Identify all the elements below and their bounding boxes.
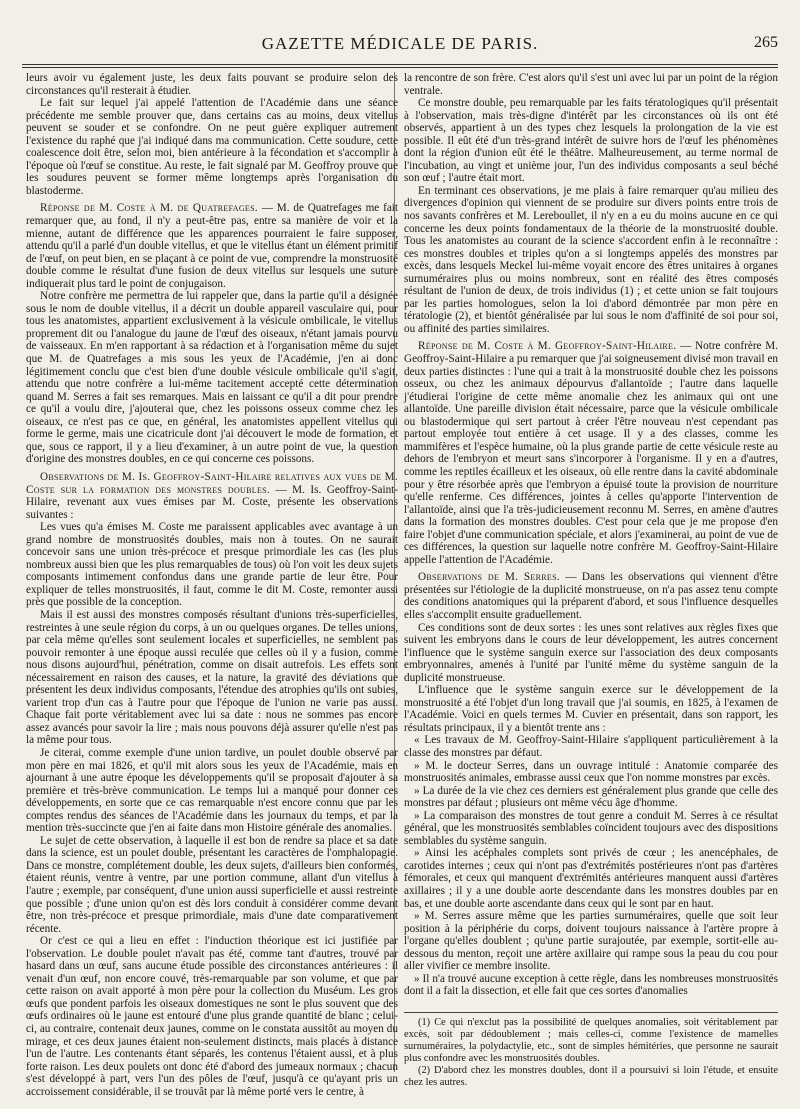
footnote: (2) D'abord chez les monstres doubles, dont il a poursuivi si loin l'étude, et ensuite chez les autres. bbox=[404, 1065, 778, 1088]
section-text: — M. Is. Geoffroy-Saint-Hilaire, revenant aux vues émises par M. Coste, présente les observations suivantes : bbox=[26, 483, 398, 521]
paragraph: Les vues qu'a émises M. Coste me paraissent applicables avec avantage à un grand nombre de monstruosités doubles, mais non à toutes. On ne saurait concevoir sans une union très-précoce et presque primordiale les cas (les plus nombreux aussi bien que les plus remarquables de tous) où l'on voit les deux sujets composants intimement confondus dans une grande partie de leur être. Pour expliquer de telles monstruosités, il faut, comme le dit M. Coste, remonter aussi près que possible de la conception. bbox=[26, 521, 398, 609]
header-rule bbox=[22, 64, 778, 68]
paragraph: L'influence que le système sanguin exerce sur le développement de la monstruosité a été l'objet d'un long travail que j'ai soumis, en 1825, à l'examen de l'Académie. Voici en quels termes M. Cuvier en présentait, dans son rapport, les résultats principaux, il y a bientôt trente ans : bbox=[404, 684, 778, 734]
paragraph: En terminant ces observations, je me plais à faire remarquer qu'au milieu des divergences d'opinion qui viennent de se produire sur divers points entre trois de nos savants confrères et M. Lereboullet, il n'y en a eu du moins aucune en ce qui concerne les deux points fondamentaux de la théorie de la monstruosité double. Tous les anatomistes au courant de la science s'accordent enfin à le reconnaître : ces monstres doubles et triples qu'on a si longtemps appelés des monstres par excès, dans lesquels Meckel lui-même voyait encore des êtres unitaires à organes surnuméraires plus ou moins nombreux, sont en réalité des êtres composés résultant de l'union de deux, de trois individus (1) ; et cette union se fait toujours par les parties homologues, selon la loi d'abord démontrée par mon père en tératologie (2), et bientôt généralisée par lui sous le nom d'affinité de soi pour soi, ou affinité des parties similaires. bbox=[404, 184, 778, 335]
section-paragraph bbox=[404, 571, 778, 621]
quote-paragraph: » M. Serres assure même que les parties surnuméraires, quelle que soit leur position à la périphérie du corps, doivent toujours naissance à l'artère propre à l'organe qu'elles doublent ; qu'une partie surajoutée, par exemple, sortit-elle au-dessous du menton, reçoit une artère axillaire qui rampe sous la peau du cou pour aller vivifier ce membre insolite. bbox=[404, 910, 778, 973]
page-header bbox=[22, 34, 778, 58]
section-paragraph bbox=[26, 202, 398, 290]
paragraph: Notre confrère me permettra de lui rappeler que, dans la partie qu'il a désignée sous le nom de double vitellus, il a décrit un double appareil vasculaire qui, pour tous les anatomistes, appartient exclusivement à la vésicule ombilicale, le vitellus proprement dit ou l'analogue du jaune de l'œuf des oiseaux, n'étant jamais pourvu de vaisseaux. En m'en rapportant à sa rédaction et à l'organisation même du sujet que M. de Quatrefages a mis sous les yeux de l'Académie, j'en ai donc légitimement conclu que c'est bien d'une double vésicule ombilicale qu'il s'agit, attendu que notre confrère a lui-même tacitement accepté cette détermination quand M. Serres a fait ses remarques. Mais en laissant ce qu'il a dit pour prendre ce qu'il a voulu dire, j'ajouterai que, chez les poissons osseux comme chez les oiseaux, ce n'est pas ce que, en général, les anatomistes appellent vitellus qui forme le germe, mais une cicatricule dont j'ai découvert le mode de formation, et que, sous ce rapport, il y a lieu d'examiner, à un autre point de vue, la question d'origine des monstres doubles, en ce qui concerne ces poissons. bbox=[26, 290, 398, 466]
section-text: — Notre confrère M. Geoffroy-Saint-Hilaire a pu remarquer que j'ai soigneusement divisé mon travail en deux parties distinctes : l'une qui a trait à la monstruosité double chez les poissons osseux, ou chez les animaux dépourvus d'allantoïde ; l'autre dans laquelle j'étudierai l'origine de cette même anomalie chez les animaux qui ont une allantoïde. Une pareille division était nécessaire, parce que la vésicule ombilicale ou blastodermique qui sert partout à créer l'être nouveau n'est cependant pas partout employée tout entière à cet usage. Il y a des classes, comme les mammifères et l'espèce humaine, où la plus grande partie de cette vésicule reste au dehors de l'embryon et meurt sans s'incorporer à l'organisme. Il y en a d'autres, comme les reptiles écailleux et les oiseaux, où elle rentre dans la cavité abdominale pour y être résorbée après que l'embryon a épuisé toute la provision de nourriture qu'elle renferme. Ces différences, jointes à celles qu'apporte l'intervention de l'allantoïde, ainsi que l'a très-judicieusement reconnu M. Serres, en amène d'autres dans la formation des monstres doubles. C'est pour cela que je me propose d'en faire l'objet d'une communication spéciale, et alors j'examinerai, au point de vue de ces différences, la question sur laquelle notre confrère M. Geoffroy-Saint-Hilaire appelle l'attention de l'Académie. bbox=[404, 340, 778, 566]
paragraph: Ces conditions sont de deux sortes : les unes sont relatives aux règles fixes que suivent les embryons dans le cours de leur développement, les autres concernent l'influence que le système sanguin exerce sur l'association des deux composants embryonnaires, amenés à l'unité par l'unité même du système sanguin de la duplicité monstrueuse. bbox=[404, 621, 778, 684]
quote-paragraph: » Il n'a trouvé aucune exception à cette règle, dans les nombreuses monstruosités dont il a fait la dissection, et elle fait que ces sortes d'anomalies bbox=[404, 972, 778, 998]
section-paragraph bbox=[26, 471, 398, 521]
quote-paragraph: « Les travaux de M. Geoffroy-Saint-Hilaire s'appliquent particulièrement à la classe des monstres par défaut. bbox=[404, 734, 778, 759]
paragraph: Mais il est aussi des monstres composés résultant d'unions très-superficielles, restreintes à une seule région du corps, à un ou quelques organes. De telles unions, par cela même qu'elles sont seulement locales et superficielles, ne semblent pas pouvoir remonter à une époque aussi reculée que celles où il y a fusion, comme nous disons aujourd'hui, pénétration, comme on disait autrefois. Les effets sont nécessairement en raison des causes, et la nature, la gravité des déviations que présentent les deux individus composants, l'étendue des atrophies qu'ils ont subies, varient trop d'un cas à l'autre pour que l'époque de l'union ne varie pas aussi. Chaque fait porte véritablement avec lui sa date : nous ne sommes pas encore assez avancés pour savoir la lire ; mais nous pouvons déjà assurer qu'elle n'est pas la même pour tous. bbox=[26, 608, 398, 747]
footnotes bbox=[404, 1012, 778, 1089]
footnote: (1) Ce qui n'exclut pas la possibilité de quelques anomalies, soit véritablement par excès, soit par dédoublement ; mais celles-ci, comme l'existence de mamelles surnuméraires, la polydactylie, etc., sont de simples hémitéries, que personne ne saurait plus confondre avec les monstruosités doubles. bbox=[404, 1017, 778, 1064]
paragraph: la rencontre de son frère. C'est alors qu'il s'est uni avec lui par un point de la région ventrale. bbox=[404, 72, 778, 97]
right-column bbox=[404, 72, 778, 998]
journal-title: GAZETTE MÉDICALE DE PARIS. bbox=[261, 34, 539, 53]
section-text: — M. de Quatrefages me fait remarquer que, au fond, il n'y a peut-être pas, entre sa manière de voir et la mienne, autant de différence que les apparences pourraient le faire supposer, attendu qu'il a parlé d'un double vitellus, et que le vitellus étant un élément primitif de l'œuf, on peut bien, en se plaçant à ce point de vue, comprendre la monstruosité double comme le résultat d'une fusion de deux vitellus sur lesquels une suture indiquerait plus tard le point de conjugaison. bbox=[26, 202, 399, 290]
quote-paragraph: » Ainsi les acéphales complets sont privés de cœur ; les anencéphales, de carotides internes ; ceux qui n'ont pas d'extrémités postérieures n'ont pas d'artères fémorales, et ceux qui manquent d'extrémités antérieures manquent aussi d'artères axillaires ; il y a une double aorte descendante dans les monstres doubles par en bas, et une double aorte ascendante dans ceux qui le sont par en haut. bbox=[404, 847, 778, 910]
paragraph: leurs avoir vu également juste, les deux faits pouvant se produire selon des circonstances qu'il resterait à étudier. bbox=[26, 72, 398, 97]
section-heading: Réponse de M. Coste à M. de Quatrefages. bbox=[40, 202, 258, 215]
section-heading: Observations de M. Serres. bbox=[418, 571, 560, 584]
page-number: 265 bbox=[754, 34, 778, 51]
section-text: — Dans les observations qui viennent d'être présentées sur l'étiologie de la duplicité monstrueuse, on n'a pas assez tenu compte des conditions anatomiques qui la préparent d'abord, et sous l'influence desquelles elles s'accomplit ensuite graduellement. bbox=[404, 571, 778, 621]
paragraph: Le fait sur lequel j'ai appelé l'attention de l'Académie dans une séance précédente me semble prouver que, dans certains cas au moins, deux vitellus peuvent se souder et se confondre. On ne peut guère expliquer autrement l'existence du raphé que j'ai indiqué dans ma communication. Cette soudure, cette coalescence doit être, selon moi, bien antérieure à la fécondation et s'accomplir à l'époque où l'œuf se constitue. Au reste, le fait signalé par M. Geoffroy prouve que les soudures peuvent se former même longtemps après l'organisation du blastoderme. bbox=[26, 97, 398, 197]
section-paragraph bbox=[404, 340, 778, 566]
paragraph: Ce monstre double, peu remarquable par les faits tératologiques qu'il présentait à l'observation, mais très-digne d'intérêt par les circonstances où ils ont été observés, appartient à un des types chez lesquels la prolongation de la vie est possible. Il eût été d'un très-grand intérêt de suivre hors de l'œuf les phénomènes dont la région d'union eût été le théâtre. Malheureusement, au terme normal de l'incubation, au vingt et unième jour, l'un des individus composants a seul béché son œuf ; l'autre était mort. bbox=[404, 97, 778, 185]
paragraph: Je citerai, comme exemple d'une union tardive, un poulet double observé par mon père en mai 1826, et qu'il mit alors sous les yeux de l'Académie, mais en ajournant à une autre époque les développements qu'il se proposait d'ajouter à sa première et très-brève communication. Le temps lui a manqué pour donner ces développements, en sorte que ce cas remarquable n'est encore connu que par les comptes rendus des séances de l'Académie dans les journaux du temps, et par la mention très-succincte que j'en ai faite dans mon Histoire générale des anomalies. bbox=[26, 746, 398, 835]
quote-paragraph: » M. le docteur Serres, dans un ouvrage intitulé : Anatomie comparée des monstruosités animales, embrasse aussi ceux que l'on nomme monstres par excès. bbox=[404, 759, 778, 785]
section-heading: Réponse de M. Coste à M. Geoffroy-Saint-Hilaire. bbox=[418, 340, 677, 353]
quote-paragraph: » La durée de la vie chez ces derniers est généralement plus grande que celle des monstres par défaut ; plusieurs ont même vécu âge d'homme. bbox=[404, 784, 778, 810]
left-column bbox=[26, 72, 398, 1098]
paragraph: Or c'est ce qui a lieu en effet : l'induction théorique est ici justifiée par l'observation. Le double poulet n'avait pas été, comme tant d'autres, trouvé par hasard dans un œuf, sans aucune étude possible des circonstances antérieures : il venait d'un œuf, non encore couvé, très-remarquable par son volume, et que par cette raison on avait apporté à mon père pour la collection du Muséum. Les gros œufs que pondent parfois les oiseaux domestiques ne sont le plus souvent que des œufs ordinaires où le jaune est entouré d'une plus grande quantité de blanc ; celui-ci, au contraire, contenait deux jaunes, comme on le constata aussitôt au moyen du mirage, et ces deux jaunes étaient non-seulement distincts, mais placés à distance l'un de l'autre. Les contenants étant séparés, les contenus l'étaient aussi, et à plus forte raison. Les deux poulets ont donc été d'abord des jumeaux normaux ; chacun s'est développé à part, vers l'un des pôles de l'œuf, jusqu'à ce qu'ayant pris un accroissement considérable, il se trouvât par là même porté vers le centre, à bbox=[26, 935, 398, 1098]
paragraph: Le sujet de cette observation, à laquelle il est bon de rendre sa place et sa date dans la science, est un poulet double, présentant les caractères de l'omphalopagie. Dans ce monstre, complétement double, les deux sujets, d'ailleurs bien conformés, étaient réunis, ventre à ventre, par une portion commune, allant d'un vitellus à l'autre ; exemple, par conséquent, d'une union aussi superficielle et aussi restreinte que possible ; d'une union qu'on est dès lors conduit à considérer comme devant être, non très-précoce et presque primordiale, mais d'une date comparativement récente. bbox=[26, 834, 398, 935]
section-heading: Observations de M. Is. Geoffroy-Saint-Hilaire relatives aux vues de M. Coste sur la formation des monstres doubles. bbox=[26, 470, 398, 496]
quote-paragraph: » La comparaison des monstres de tout genre a conduit M. Serres à ce résultat général, que les monstruosités semblables coïncident toujours avec des dispositions semblables du système sanguin. bbox=[404, 809, 778, 847]
